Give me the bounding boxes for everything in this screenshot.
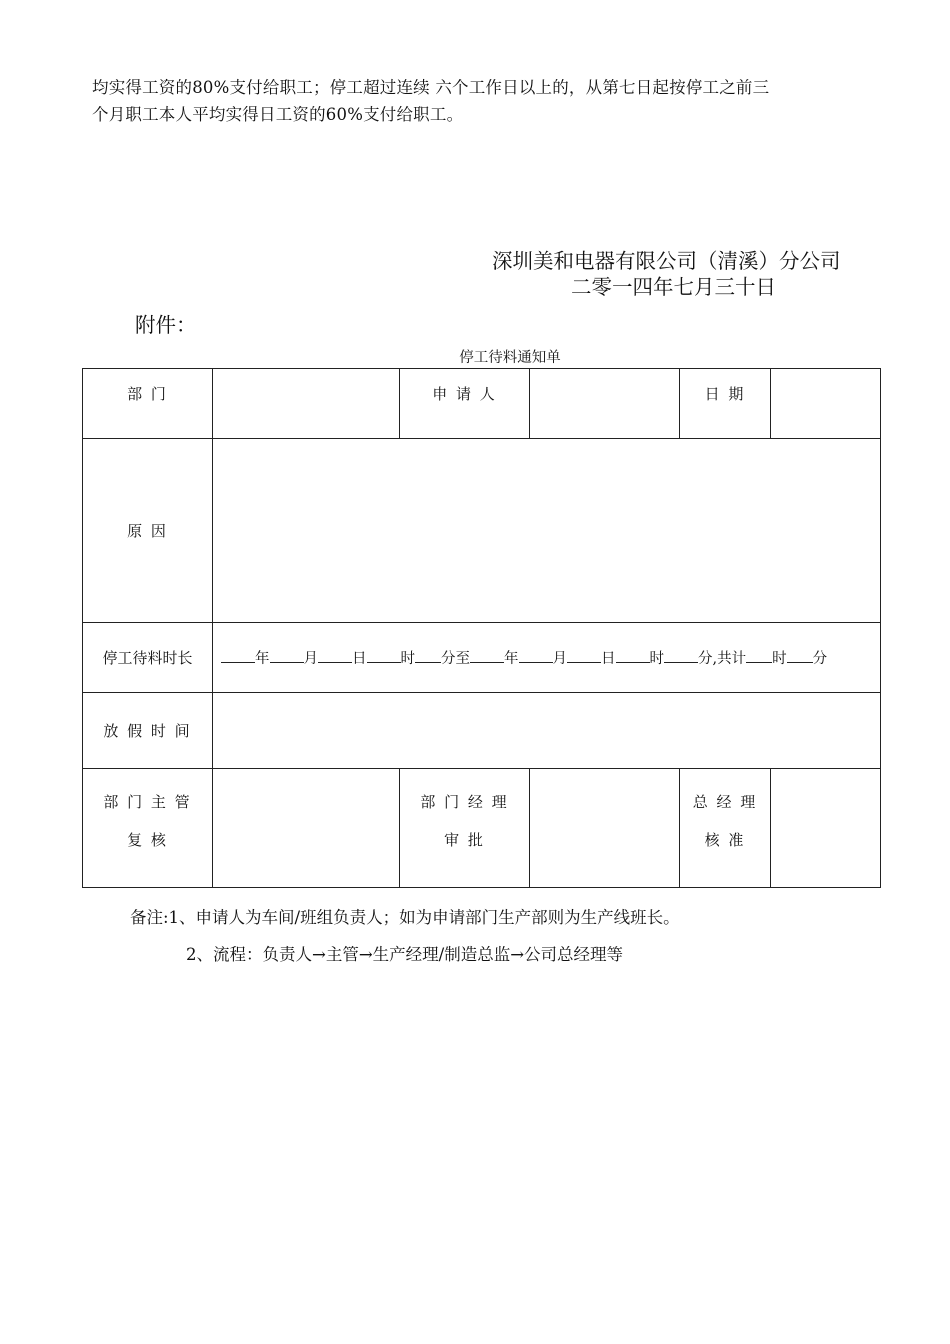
date-label: 日 期: [680, 369, 771, 439]
date-field[interactable]: [771, 369, 881, 439]
holiday-field[interactable]: [213, 693, 881, 769]
manager-label-line2: 审 批: [444, 831, 485, 849]
supervisor-review-label: [83, 769, 213, 888]
dept-field[interactable]: [213, 369, 400, 439]
paragraph-line-2: 个月职工本人平均实得日工资的60%支付给职工。: [92, 105, 464, 124]
reason-label: 原 因: [83, 439, 213, 623]
applicant-field[interactable]: [530, 369, 680, 439]
applicant-label: 申 请 人: [400, 369, 530, 439]
dept-label: 部 门: [83, 369, 213, 439]
stoppage-notice-form: [82, 368, 881, 888]
note-line-2: 2、流程：负责人→主管→生产经理/制造总监→公司总经理等: [186, 945, 624, 964]
gm-approval-field[interactable]: [771, 769, 881, 888]
manager-approval-label: [400, 769, 530, 888]
gm-approval-label: [680, 769, 771, 888]
form-title: 停工待料通知单: [459, 350, 561, 366]
attachment-label: 附件：: [135, 313, 197, 337]
note-line-1: 备注:1、申请人为车间/班组负责人；如为申请部门生产部则为生产线班长。: [130, 908, 680, 927]
holiday-label: 放 假 时 间: [83, 693, 213, 769]
gm-label-line1: 总 经 理: [692, 793, 758, 811]
supervisor-label-line2: 复 核: [127, 831, 168, 849]
reason-field[interactable]: [213, 439, 881, 623]
supervisor-label-line1: 部 门 主 管: [103, 793, 192, 811]
supervisor-review-field[interactable]: [213, 769, 400, 888]
manager-label-line1: 部 门 经 理: [420, 793, 509, 811]
company-signature: 深圳美和电器有限公司（清溪）分公司: [492, 249, 841, 273]
signature-date: 二零一四年七月三十日: [571, 275, 776, 299]
duration-field[interactable]: 年 月 日 时 分至 年 月 日 时 分,共计 时 分: [213, 623, 881, 693]
paragraph-line-1: 均实得工资的80%支付给职工；停工超过连续 六个工作日以上的，从第七日起按停工之前三: [92, 78, 770, 97]
duration-label: 停工待料时长: [83, 623, 213, 693]
gm-label-line2: 核 准: [704, 831, 746, 849]
manager-approval-field[interactable]: [530, 769, 680, 888]
